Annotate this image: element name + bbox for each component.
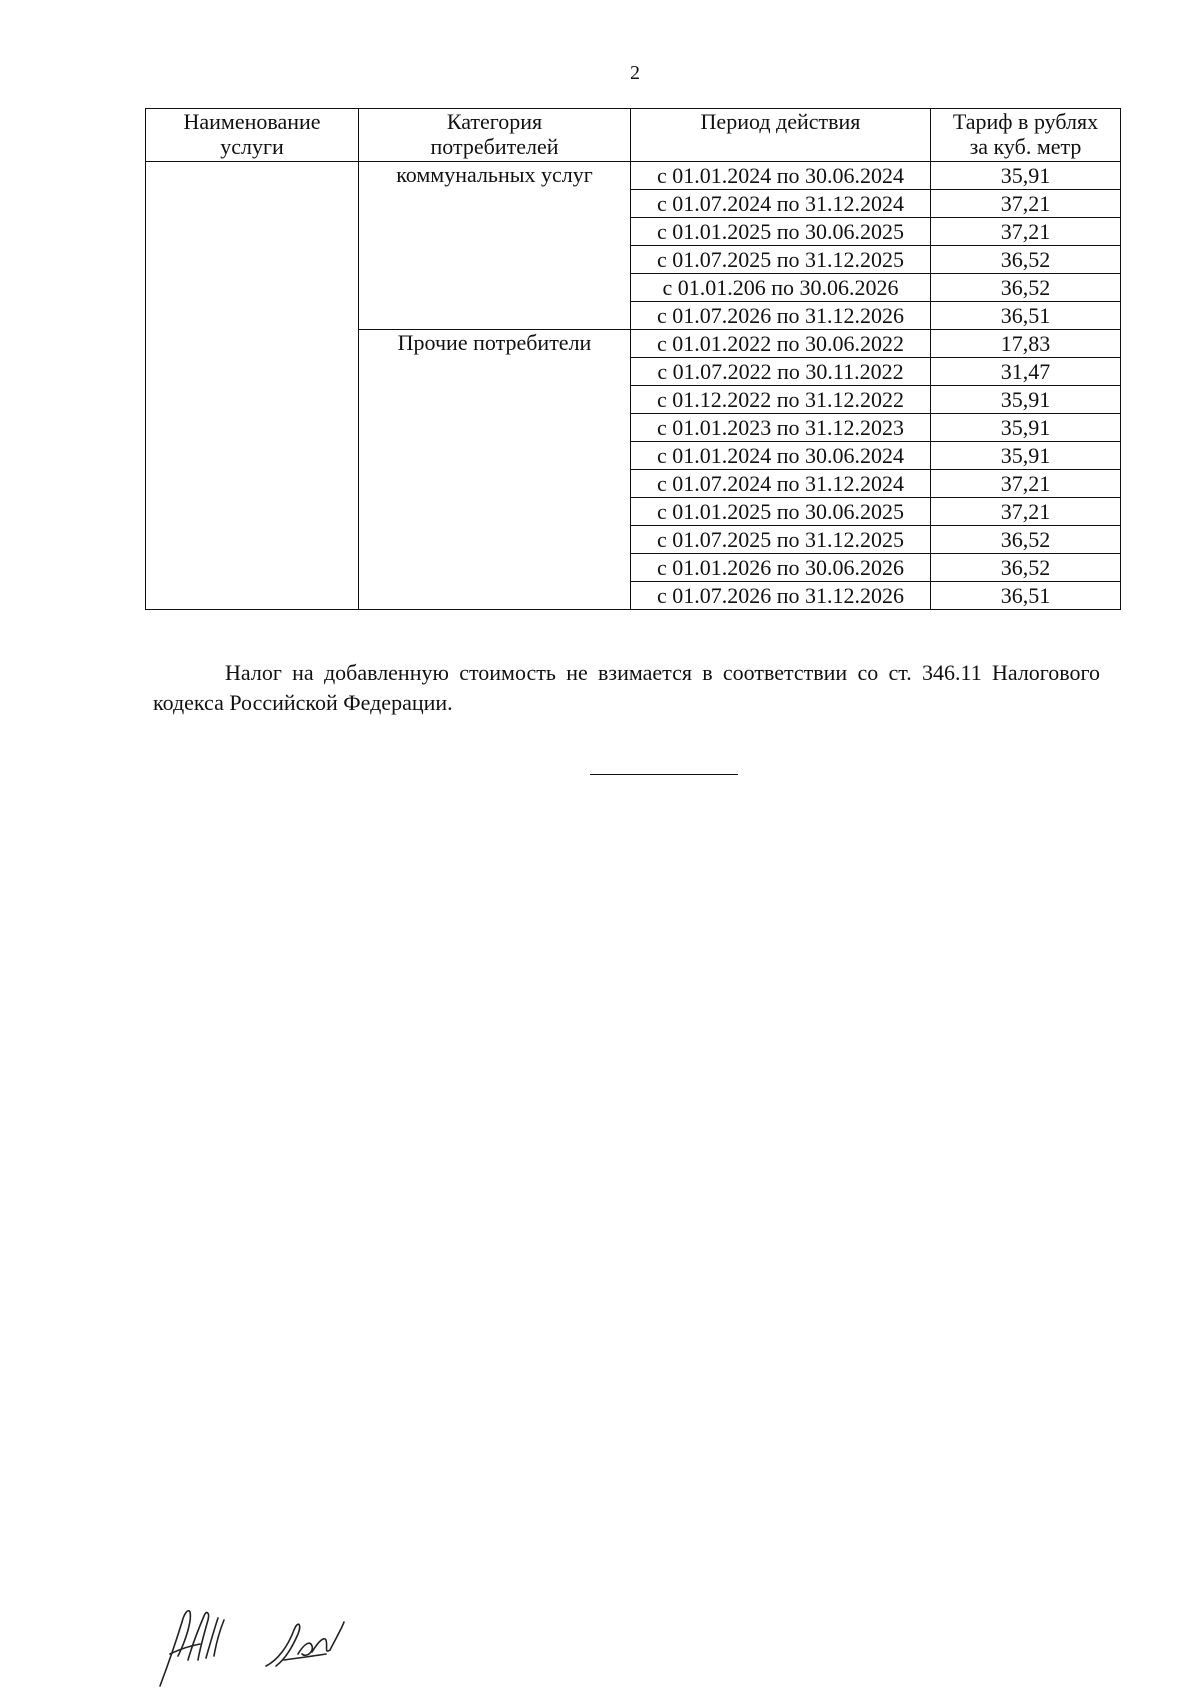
period-cell: с 01.07.2026 по 31.12.2026 bbox=[631, 302, 931, 330]
signatures bbox=[148, 1600, 378, 1690]
period-cell: с 01.01.2023 по 31.12.2023 bbox=[631, 414, 931, 442]
tariff-table bbox=[145, 108, 1121, 610]
period-cell: с 01.01.2026 по 30.06.2026 bbox=[631, 554, 931, 582]
table-row bbox=[146, 162, 1121, 190]
rate-cell: 36,51 bbox=[931, 302, 1121, 330]
rate-cell: 36,52 bbox=[931, 526, 1121, 554]
rate-cell: 36,52 bbox=[931, 274, 1121, 302]
rate-cell: 35,91 bbox=[931, 386, 1121, 414]
period-cell: с 01.07.2025 по 31.12.2025 bbox=[631, 526, 931, 554]
header-rate-line2: за куб. метр bbox=[969, 134, 1082, 159]
period-cell: с 01.07.2024 по 31.12.2024 bbox=[631, 470, 931, 498]
table-header-row bbox=[146, 109, 1121, 162]
header-period-label: Период действия bbox=[700, 109, 861, 134]
header-rate-line1: Тариф в рублях bbox=[952, 109, 1099, 134]
period-cell: с 01.01.2025 по 30.06.2025 bbox=[631, 218, 931, 246]
period-cell: с 01.01.2022 по 30.06.2022 bbox=[631, 330, 931, 358]
category-cell-utility: коммунальных услуг bbox=[359, 162, 631, 330]
page-number: 2 bbox=[630, 62, 640, 84]
rate-cell: 31,47 bbox=[931, 358, 1121, 386]
service-cell bbox=[146, 162, 359, 610]
rate-cell: 35,91 bbox=[931, 442, 1121, 470]
period-cell: с 01.07.2026 по 31.12.2026 bbox=[631, 582, 931, 610]
period-cell: с 01.01.2025 по 30.06.2025 bbox=[631, 498, 931, 526]
rate-cell: 37,21 bbox=[931, 470, 1121, 498]
rate-cell: 35,91 bbox=[931, 162, 1121, 190]
period-cell: с 01.01.2024 по 30.06.2024 bbox=[631, 442, 931, 470]
header-category bbox=[359, 109, 631, 162]
period-cell: с 01.12.2022 по 31.12.2022 bbox=[631, 386, 931, 414]
header-service bbox=[146, 109, 359, 162]
rate-cell: 37,21 bbox=[931, 190, 1121, 218]
period-cell: с 01.07.2024 по 31.12.2024 bbox=[631, 190, 931, 218]
period-cell: с 01.07.2022 по 30.11.2022 bbox=[631, 358, 931, 386]
rate-cell: 36,51 bbox=[931, 582, 1121, 610]
header-rate bbox=[931, 109, 1121, 162]
header-service-line2: услуги bbox=[220, 134, 284, 159]
rate-cell: 36,52 bbox=[931, 246, 1121, 274]
rate-cell: 37,21 bbox=[931, 218, 1121, 246]
vat-note: Налог на добавленную стоимость не взимается в соответствии со ст. 346.11 Налогового кодекса Российской Федерации. bbox=[153, 660, 1100, 715]
signature-left bbox=[160, 1611, 224, 1686]
header-period bbox=[631, 109, 931, 162]
rate-cell: 37,21 bbox=[931, 498, 1121, 526]
rate-cell: 36,52 bbox=[931, 554, 1121, 582]
end-rule bbox=[590, 774, 738, 775]
signature-right bbox=[266, 1622, 344, 1666]
category-cell-other: Прочие потребители bbox=[359, 330, 631, 610]
header-category-line1: Категория bbox=[446, 109, 543, 134]
period-cell: с 01.01.206 по 30.06.2026 bbox=[631, 274, 931, 302]
period-cell: с 01.01.2024 по 30.06.2024 bbox=[631, 162, 931, 190]
rate-cell: 17,83 bbox=[931, 330, 1121, 358]
header-service-line1: Наименование bbox=[183, 109, 321, 134]
header-category-line2: потребителей bbox=[430, 134, 559, 159]
rate-cell: 35,91 bbox=[931, 414, 1121, 442]
period-cell: с 01.07.2025 по 31.12.2025 bbox=[631, 246, 931, 274]
